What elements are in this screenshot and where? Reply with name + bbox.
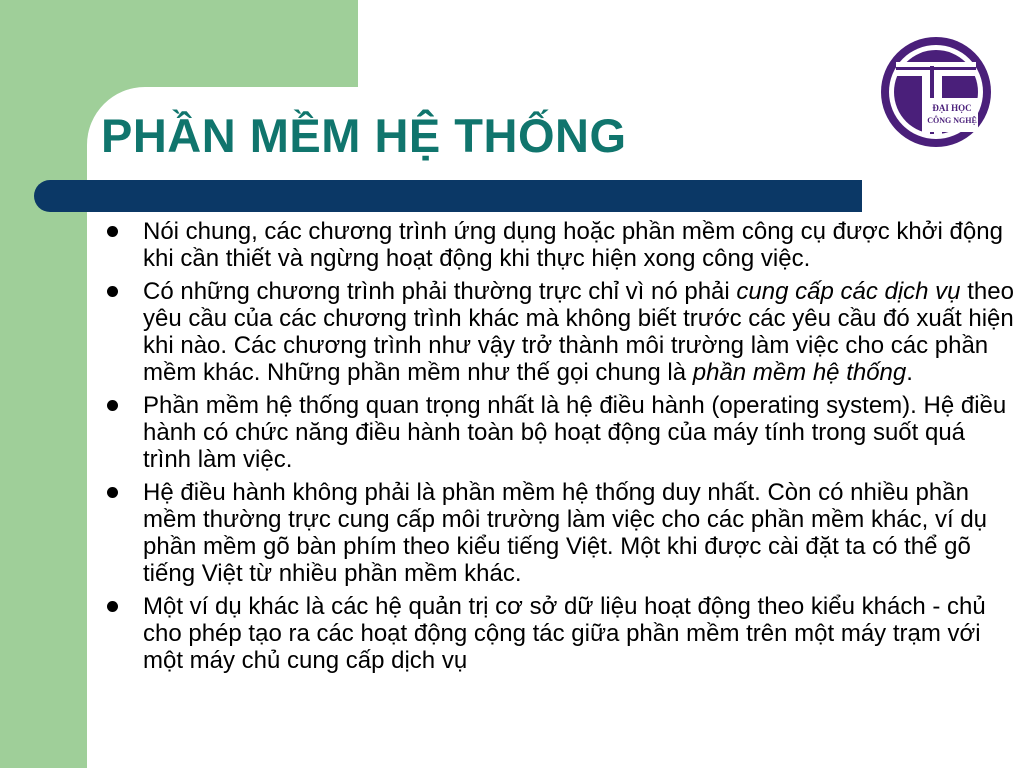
logo-text-line1: ĐẠI HỌC <box>932 103 972 113</box>
university-logo-icon <box>880 36 992 148</box>
bullet-item <box>101 392 1016 473</box>
bullet-item <box>101 218 1016 272</box>
bullet-item <box>101 479 1016 587</box>
bullet-text: theo yêu cầu của các chương trình khác mà không biết trước các yêu cầu đó xuất hiện khi nào. Các chương trình như vậy trở thành môi trường làm việc cho các phần mềm khác. Những phần mềm như thế gọi chung là <box>143 278 1014 386</box>
title-underline-bar <box>34 180 862 212</box>
bullet-text: Nói chung, các chương trình ứng dụng hoặc phần mềm công cụ được khởi động khi cần thiết và ngừng hoạt động khi thực hiện xong công việc. <box>143 218 1003 272</box>
bullet-text: Hệ điều hành không phải là phần mềm hệ thống duy nhất. Còn có nhiều phần mềm thường trực cung cấp môi trường làm việc cho các phần mềm khác, ví dụ phần mềm gõ bàn phím theo kiểu tiếng Việt. Một khi được cài đặt ta có thể gõ tiếng Việt từ nhiều phần mềm khác. <box>143 479 988 587</box>
bullet-text-italic: cung cấp các dịch vụ <box>736 278 961 305</box>
bullet-text: Một ví dụ khác là các hệ quản trị cơ sở dữ liệu hoạt động theo kiểu khách - chủ cho phép tạo ra các hoạt động cộng tác giữa phần mềm trên một máy trạm với một máy chủ cung cấp dịch vụ <box>143 593 986 674</box>
logo-text-line2: CÔNG NGHỆ <box>927 116 977 125</box>
bullet-item <box>101 593 1016 674</box>
bullet-text: Phần mềm hệ thống quan trọng nhất là hệ điều hành (operating system). Hệ điều hành có chức năng điều hành toàn bộ hoạt động của máy tính trong suốt quá trình làm việc. <box>143 392 1007 473</box>
slide-title: PHẦN MỀM HỆ THỐNG <box>101 109 627 162</box>
bullet-text: Có những chương trình phải thường trực chỉ vì nó phải <box>143 278 737 305</box>
bullet-text-italic: phần mềm hệ thống <box>692 359 907 386</box>
bullet-dot-icon <box>107 487 118 498</box>
bullet-list <box>101 218 1016 680</box>
bullet-dot-icon <box>107 601 118 612</box>
bullet-item <box>101 278 1016 386</box>
bullet-dot-icon <box>107 400 118 411</box>
bullet-text: . <box>906 359 913 386</box>
bullet-dot-icon <box>107 226 118 237</box>
bullet-dot-icon <box>107 286 118 297</box>
